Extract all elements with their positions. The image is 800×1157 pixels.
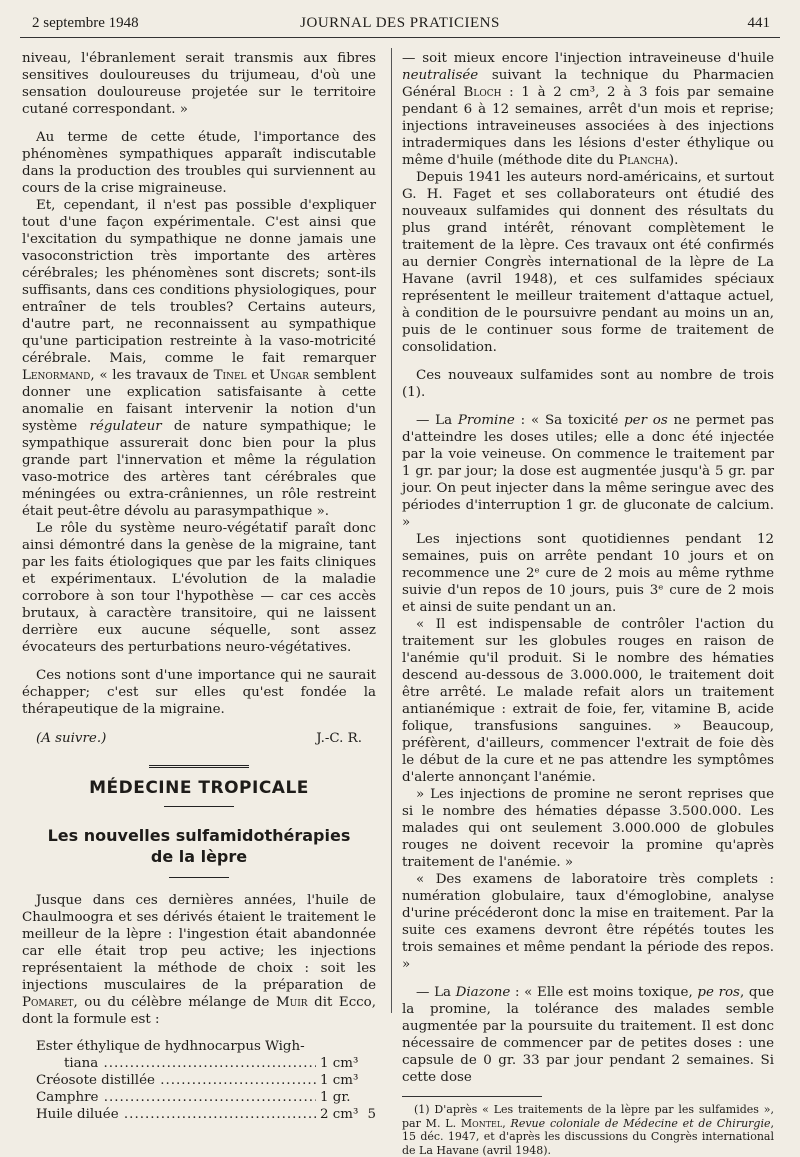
footnote: (1) D'après « Les traitements de la lèpre par les sulfamides », par M. L. Montel, Revue coloniale de Médecine et de Chirurgie, 15 déc. 1947, et d'après les discussions du Congrès international de La Havane (avril 1948). <box>402 1103 774 1157</box>
paragraph: Ces notions sont d'une importance qui ne saurait échapper; c'est sur elles qu'est fondée la thérapeutique de la migraine. <box>22 668 376 717</box>
left-column <box>22 50 376 1123</box>
to-follow-note: (A suivre.) <box>36 731 107 746</box>
paragraph: « Il est indispensable de contrôler l'action du traitement sur les globules rouges en raison de l'anémie qu'il produit. Si le nombre des hématies descend au-dessous de 3.000.000, le traitement doit être arrêté. Le malade refait alors un traitement antianémique : extrait de foie, fer, vitamine B, acide folique, transfusions sanguines. » Beaucoup, préfèrent, d'ailleurs, commencer l'extrait de foie dès le début de la cure et ne pas attendre les symptômes d'alerte annonçant l'anémie. <box>402 617 774 785</box>
paragraph: Et, cependant, il n'est pas possible d'expliquer tout d'une façon expérimentale. C'est ainsi que l'excitation du sympathique ne donne jamais une vasoconstriction très importante des artères cérébrales; les phénomènes sont discrets; sont-ils suffisants, dans ces conditions physiologiques, pour entraîner de tels troubles? Certains auteurs, d'autre part, ne reconnaissent au sympathique qu'une participation restreinte à la vaso-motricité cérébrale. Mais, comme le fait remarquer Lenormand, « les travaux de Tinel et Ungar semblent donner une explication satisfaisante à cette anomalie en faisant intervenir la notion d'un système régulateur de nature sympathique; le sympathique assurerait donc bien pour la plus grande part l'innervation et même la régulation vaso-motrice des artères tant cérébrales que méningées ou extra-crâniennes, un rôle restreint était peut-être dévolu au parasympathique ». <box>22 198 376 519</box>
paragraph: niveau, l'ébranlement serait transmis aux fibres sensitives douloureuses du trijumeau, d'où une sensation douloureuse projetée sur le territoire cutané correspondant. » <box>22 51 376 117</box>
paragraph: — La Diazone : « Elle est moins toxique, pe ros, que la promine, la tolérance des malades semble augmentée par la poursuite du traitement. Il est donc nécessaire de commencer par de petites doses : une capsule de 0 gr. 33 par jour pendant 2 semaines. Si cette dose <box>402 985 774 1085</box>
article-author: J.-C. R. <box>316 731 362 746</box>
paragraph: Ces nouveaux sulfamides sont au nombre de trois (1). <box>402 368 774 400</box>
header-rule <box>20 37 780 38</box>
right-column <box>402 50 774 1157</box>
author-name: Lenormand <box>22 368 91 383</box>
paragraph: « Des examens de laboratoire très complets : numération globulaire, taux d'émoglobine, analyse d'urine précéderont donc la mise en traitement. Par la suite ces examens devront être répétés toutes les trois semaines et même pendant la période des repos. » <box>402 872 774 972</box>
paragraph: — La Promine : « Sa toxicité per os ne permet pas d'atteindre les doses utiles; elle a donc été injectée par la voie veineuse. On commence le traitement par 1 gr. par jour; la dose est augmentée jusqu'à 5 gr. par jour. On peut injecter dans la même seringue avec des périodes d'interruption 1 gr. de gluconate de calcium. » <box>402 413 774 530</box>
paragraph: Jusque dans ces dernières années, l'huile de Chaulmoogra et ses dérivés étaient le traitement le meilleur de la lèpre : l'ingestion était abandonnée car elle était trop peu active; les injections représentaient la méthode de choix : soit les injections musculaires de la préparation de Pomaret, ou du célèbre mélange de Muir dit Ecco, dont la formule est : <box>22 893 377 1027</box>
issue-date: 2 septembre 1948 <box>32 15 139 31</box>
footnote-rule <box>402 1096 542 1097</box>
paragraph: Au terme de cette étude, l'importance des phénomènes sympathiques apparaît indiscutable dans la production des troubles qui surviennent au cours de la crise migraineuse. <box>22 130 376 196</box>
author-name: Bloch <box>463 85 502 100</box>
paragraph: Le rôle du système neuro-végétatif paraît donc ainsi démontré dans la genèse de la migraine, tant par les faits étiologiques que par les faits cliniques et expérimentaux. L'évolution de la maladie corrobore à son tour l'hypothèse — car ces accès brutaux, à caractère transitoire, qui ne laissent derrière eux aucune séquelle, sont assez évocateurs des perturbations neuro-végétatives. <box>22 521 376 655</box>
author-name: Montel <box>460 1116 503 1130</box>
paragraph: Depuis 1941 les auteurs nord-américains, et surtout G. H. Faget et ses collaborateurs ont étudié des nouveaux sulfamides qui donnent des résultats du plus grand intérêt, rénovant complètement le traitement de la lèpre. Ces travaux ont été confirmés au dernier Congrès international de la lèpre de La Havane (avril 1948), et ces sulfamides spéciaux représentent le meilleur traitement d'attaque actuel, à condition de le poursuivre pendant au moins un an, puis de le continuer sous forme de traitement de consolidation. <box>402 170 774 355</box>
journal-title: JOURNAL DES PRATICIENS <box>300 15 500 31</box>
author-name: Tinel <box>213 368 247 383</box>
signature-line <box>22 730 376 747</box>
page-header <box>30 10 770 38</box>
formula-table <box>22 1038 376 1123</box>
column-divider <box>391 48 392 1013</box>
author-name: Plancha <box>618 153 669 168</box>
paragraph: » Les injections de promine ne seront reprises que si le nombre des hématies dépasse 3.500.000. Les malades qui ont seulement 3.000.000 de globules rouges ne doivent recevoir la promine qu'après traitement de l'anémie. » <box>402 787 774 870</box>
title-rule <box>164 806 234 807</box>
author-name: Ungar <box>269 368 309 383</box>
section-title: MÉDECINE TROPICALE <box>89 778 309 798</box>
title-rule <box>169 877 229 878</box>
author-name: Muir <box>275 995 308 1010</box>
formula-row: Camphre ..... 1 gr. <box>22 1089 376 1106</box>
section-separator <box>149 765 249 768</box>
formula-row: tiana ..... 1 cm³ <box>22 1055 376 1072</box>
formula-row: Huile diluée ..... 2 cm³ 5 <box>22 1106 376 1123</box>
author-name: Pomaret <box>22 995 74 1010</box>
page-number: 441 <box>747 15 770 31</box>
paragraph: — soit mieux encore l'injection intraveineuse d'huile neutralisée suivant la technique du Pharmacien Général Bloch : 1 à 2 cm³, 2 à 3 fois par semaine pendant 6 à 12 semaines, arrêt d'un mois et reprise; injections intraveineuses associées à des injections intradermiques dans les lésions d'ester éthylique ou même d'huile (méthode dite du Plancha). <box>402 51 775 168</box>
formula-row: Créosote distillée ..... 1 cm³ <box>22 1072 376 1089</box>
formula-row: Ester éthylique de hydhnocarpus Wigh- <box>36 1039 305 1054</box>
article-title: Les nouvelles sulfamidothérapies de la lèpre <box>47 826 351 866</box>
paragraph: Les injections sont quotidiennes pendant 12 semaines, puis on arrête pendant 10 jours et on recommence une 2ᵉ cure de 2 mois au même rythme suivie d'un repos de 10 jours, puis 3ᵉ cure de 2 mois et ainsi de suite pendant un an. <box>402 532 774 615</box>
